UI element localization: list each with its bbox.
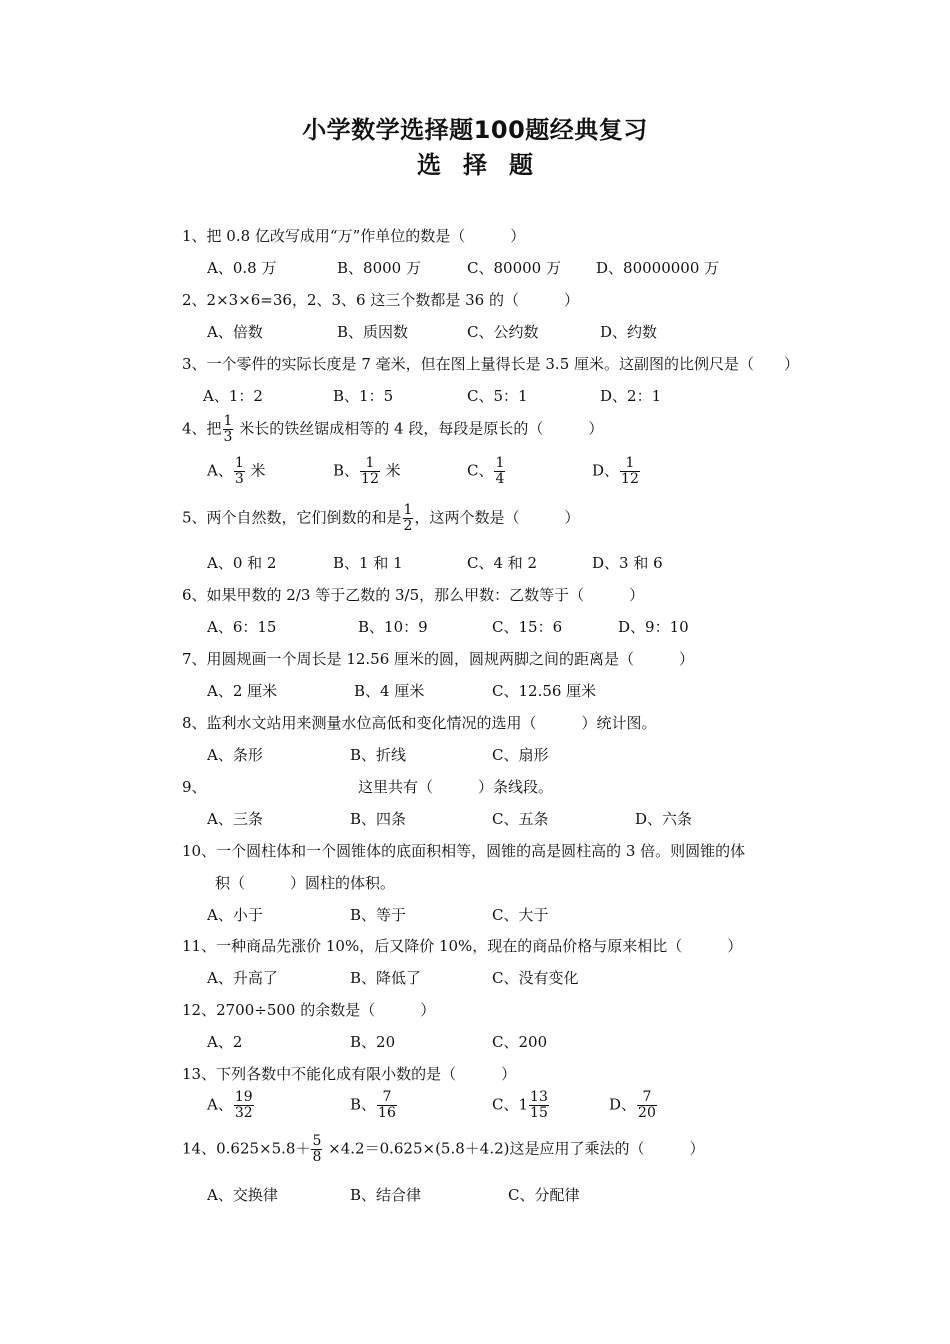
q10-option-b: B、等于 xyxy=(350,906,407,924)
q1-option-c: C、80000 万 xyxy=(467,259,561,277)
q13-option-c: C、1 $\frac{13}{15}$ xyxy=(492,1089,548,1121)
q14-option-b: B、结合律 xyxy=(350,1186,422,1204)
q4-option-c: C、 $\frac{1}{4}$ xyxy=(467,455,505,487)
page-title: 小学数学选择题100题经典复习 xyxy=(302,116,648,144)
question-6-stem: 6、如果甲数的 2/3 等于乙数的 3/5，那么甲数：乙数等于（ ） xyxy=(182,586,645,604)
q10-option-a: A、小于 xyxy=(207,906,263,924)
question-1-stem: 1、把 0.8 亿改写成用“万”作单位的数是（ ） xyxy=(182,227,526,245)
question-3-stem: 3、一个零件的实际长度是 7 毫米，但在图上量得长是 3.5 厘米。这副图的比例尺是（ ） xyxy=(182,355,800,373)
q3-option-c: C、5：1 xyxy=(467,387,528,405)
q2-option-c: C、公约数 xyxy=(467,323,539,341)
q11-option-b: B、降低了 xyxy=(350,969,422,987)
q4-option-a: A、 $\frac{1}{3}$ 米 xyxy=(207,455,266,487)
q7-option-b: B、4 厘米 xyxy=(354,682,425,700)
question-5-stem: 5、两个自然数，它们倒数的和是 $\frac{1}{2}$ ，这两个数是（ ） xyxy=(182,502,580,534)
q2-option-d: D、约数 xyxy=(600,323,658,341)
q9-option-d: D、六条 xyxy=(635,810,693,828)
q12-option-c: C、200 xyxy=(492,1033,548,1051)
q3-option-b: B、1：5 xyxy=(333,387,394,405)
q13-option-d: D、 $\frac{7}{20}$ xyxy=(609,1089,656,1121)
q1-option-a: A、0.8 万 xyxy=(207,259,277,277)
q6-option-a: A、6：15 xyxy=(207,618,277,636)
q9-option-c: C、五条 xyxy=(492,810,549,828)
question-7-stem: 7、用圆规画一个周长是 12.56 厘米的圆，圆规两脚之间的距离是（ ） xyxy=(182,650,695,668)
question-13-stem: 13、下列各数中不能化成有限小数的是（ ） xyxy=(182,1065,517,1083)
q4-option-b: B、 $\frac{1}{12}$ 米 xyxy=(333,455,401,487)
q9-option-a: A、三条 xyxy=(207,810,263,828)
question-10-stem: 10、一个圆柱体和一个圆锥体的底面积相等，圆锥的高是圆柱高的 3 倍。则圆锥的体 xyxy=(182,842,746,860)
q2-option-a: A、倍数 xyxy=(207,323,263,341)
q11-option-c: C、没有变化 xyxy=(492,969,579,987)
q14-option-a: A、交换律 xyxy=(207,1186,278,1204)
question-14-stem: 14、0.625×5.8＋ $\frac{5}{8}$ ×4.2＝0.625×(5.8＋4.2)这是应用了乘法的（ ） xyxy=(182,1133,705,1165)
q5-option-b: B、1 和 1 xyxy=(333,554,403,572)
q12-option-b: B、20 xyxy=(350,1033,396,1051)
fraction-five-eighths: $\frac{5}{8}$ xyxy=(312,1133,322,1165)
q9-option-b: B、四条 xyxy=(350,810,407,828)
q7-option-c: C、12.56 厘米 xyxy=(492,682,597,700)
q13-option-b: B、 $\frac{7}{16}$ xyxy=(350,1089,396,1121)
q8-option-a: A、条形 xyxy=(207,746,263,764)
q4-option-d: D、 $\frac{1}{12}$ xyxy=(592,455,639,487)
q14-option-c: C、分配律 xyxy=(508,1186,580,1204)
question-9-stem: 这里共有（ ）条线段。 xyxy=(358,778,554,796)
question-4-stem: 4、把 $\frac{1}{3}$ 米长的铁丝锯成相等的 4 段，每段是原长的（ ） xyxy=(182,413,604,445)
q8-option-b: B、折线 xyxy=(350,746,407,764)
question-2-stem: 2、2×3×6=36，2、3、6 这三个数都是 36 的（ ） xyxy=(182,291,579,309)
question-10-stem-cont: 积（ ）圆柱的体积。 xyxy=(215,874,396,892)
question-12-stem: 12、2700÷500 的余数是（ ） xyxy=(182,1001,436,1019)
q6-option-d: D、9：10 xyxy=(618,618,689,636)
q13-option-a: A、 $\frac{19}{32}$ xyxy=(207,1089,253,1121)
q1-option-d: D、80000000 万 xyxy=(596,259,720,277)
q8-option-c: C、扇形 xyxy=(492,746,549,764)
q11-option-a: A、升高了 xyxy=(207,969,278,987)
question-8-stem: 8、监利水文站用来测量水位高低和变化情况的选用（ ）统计图。 xyxy=(182,714,657,732)
page-subtitle: 选择题 xyxy=(417,151,555,179)
q5-option-a: A、0 和 2 xyxy=(207,554,277,572)
q1-option-b: B、8000 万 xyxy=(337,259,421,277)
fraction-one-half: $\frac{1}{2}$ xyxy=(403,502,413,534)
question-9-number: 9、 xyxy=(182,778,207,796)
q12-option-a: A、2 xyxy=(207,1033,243,1051)
fraction-one-third: $\frac{1}{3}$ xyxy=(223,413,233,445)
q6-option-c: C、15：6 xyxy=(492,618,563,636)
q6-option-b: B、10：9 xyxy=(358,618,428,636)
q3-option-a: A、1：2 xyxy=(203,387,263,405)
q3-option-d: D、2：1 xyxy=(600,387,662,405)
question-11-stem: 11、一种商品先涨价 10%，后又降价 10%，现在的商品价格与原来相比（ ） xyxy=(182,937,743,955)
q7-option-a: A、2 厘米 xyxy=(207,682,278,700)
q2-option-b: B、质因数 xyxy=(337,323,409,341)
q5-option-c: C、4 和 2 xyxy=(467,554,538,572)
q5-option-d: D、3 和 6 xyxy=(592,554,663,572)
q10-option-c: C、大于 xyxy=(492,906,549,924)
